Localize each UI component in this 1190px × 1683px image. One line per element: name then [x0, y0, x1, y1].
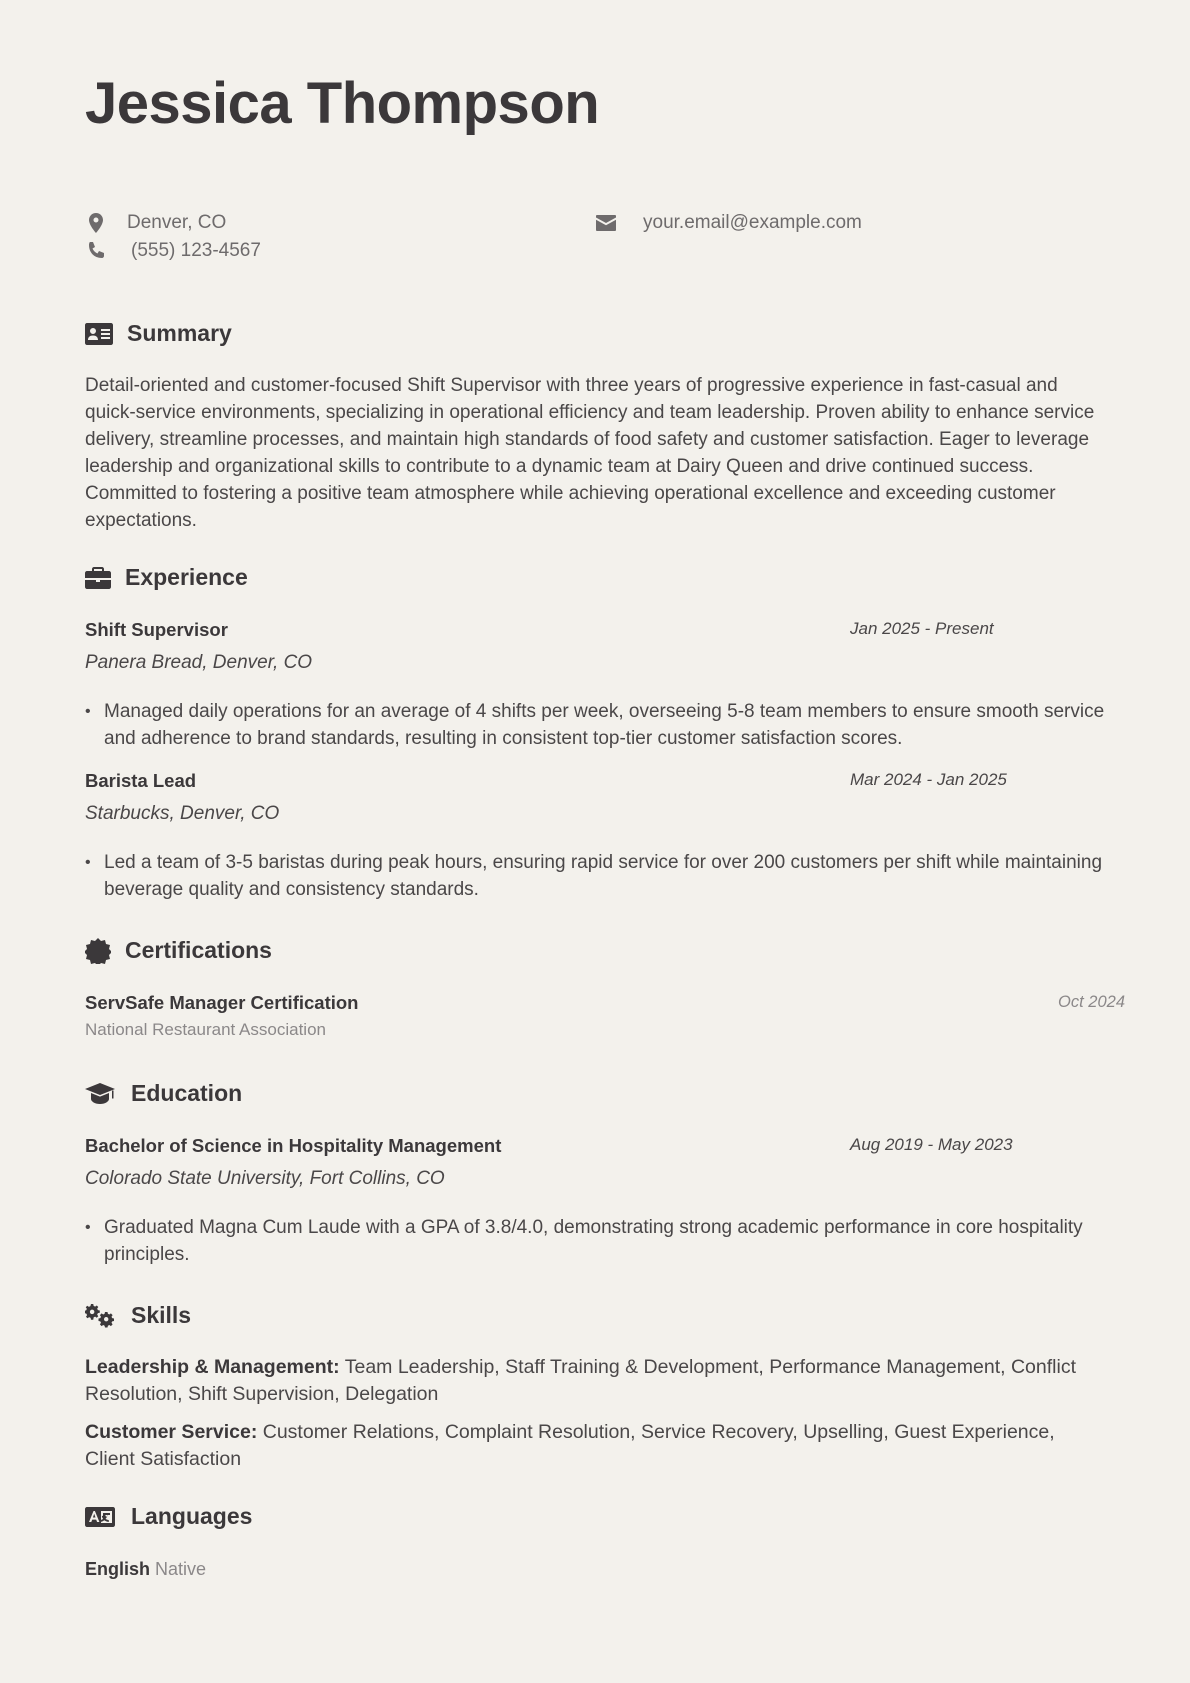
resume-name: Jessica Thompson: [85, 71, 600, 136]
phone-icon: [85, 240, 107, 262]
language-level: Native: [155, 1559, 207, 1579]
education-bullet: • Graduated Magna Cum Laude with a GPA of 3.8/4.0, demonstrating strong academic performance in core hospitality principles.: [85, 1214, 1115, 1268]
language-name: English: [85, 1559, 151, 1579]
degree-title: Bachelor of Science in Hospitality Management: [85, 1135, 502, 1156]
job-bullet: • Managed daily operations for an average of 4 shifts per week, overseeing 5-8 team members to ensure smooth service and adherence to brand standards, resulting in consistent top-tier customer satisfaction scores.: [85, 698, 1115, 752]
gears-icon: [85, 1303, 117, 1329]
job-title: Shift Supervisor: [85, 619, 228, 640]
section-languages-heading: Languages: [85, 1503, 252, 1530]
envelope-icon: [595, 212, 617, 234]
phone-text[interactable]: (555) 123-4567: [131, 240, 261, 261]
job-company: Starbucks, Denver, CO: [85, 803, 280, 824]
contact-phone: [85, 240, 261, 262]
job-dates: Mar 2024 - Jan 2025: [850, 770, 1007, 789]
location-text: Denver, CO: [127, 212, 227, 233]
graduation-cap-icon: [85, 1081, 117, 1107]
certification-date: Oct 2024: [1058, 993, 1125, 1011]
section-summary-heading: Summary: [85, 320, 232, 347]
school-name: Colorado State University, Fort Collins, CO: [85, 1168, 445, 1189]
summary-text: Detail-oriented and customer-focused Shift Supervisor with three years of progressive experience in fast-casual and quick-service environments, specializing in operational efficiency and team leadership. Proven ability to enhance service delivery, streamline processes, and maintain high standards of food safety and customer satisfaction. Eager to leverage leadership and organizational skills to contribute to a dynamic team at Dairy Queen and drive continued success. Committed to fostering a positive team atmosphere while achieving operational excellence and exceeding customer expectations.: [85, 375, 1095, 531]
skill-group-label: Customer Service:: [85, 1421, 258, 1443]
skill-group: [85, 1354, 1105, 1408]
education-dates: Aug 2019 - May 2023: [850, 1135, 1013, 1154]
section-experience-heading: Experience: [85, 564, 248, 591]
job-title: Barista Lead: [85, 770, 197, 791]
section-skills-heading: Skills: [85, 1302, 191, 1329]
certificate-badge-icon: [85, 938, 113, 964]
job-dates: Jan 2025 - Present: [850, 619, 994, 638]
contact-email: [595, 212, 862, 234]
job-company: Panera Bread, Denver, CO: [85, 652, 313, 673]
skill-group-items: Team Leadership, Staff Training & Development, Performance Management, Conflict Resolution, Shift Supervision, Delegation: [85, 1356, 1076, 1405]
job-bullet: • Led a team of 3-5 baristas during peak hours, ensuring rapid service for over 200 customers per shift while maintaining beverage quality and consistency standards.: [85, 849, 1115, 903]
id-card-icon: [85, 321, 113, 347]
contact-location: [85, 212, 226, 234]
map-pin-icon: [85, 212, 107, 234]
email-text[interactable]: your.email@example.com: [643, 212, 862, 233]
certification-org: National Restaurant Association: [85, 1020, 326, 1039]
skill-group-items: Customer Relations, Complaint Resolution, Service Recovery, Upselling, Guest Experience, Client Satisfaction: [85, 1421, 1055, 1470]
language-icon: [85, 1504, 117, 1530]
section-education-heading: Education: [85, 1080, 242, 1107]
skill-group: [85, 1419, 1105, 1473]
certification-name: ServSafe Manager Certification: [85, 992, 359, 1013]
language-entry: [85, 1559, 206, 1580]
skill-group-label: Leadership & Management:: [85, 1356, 340, 1378]
briefcase-icon: [85, 565, 113, 591]
section-certifications-heading: Certifications: [85, 937, 272, 964]
